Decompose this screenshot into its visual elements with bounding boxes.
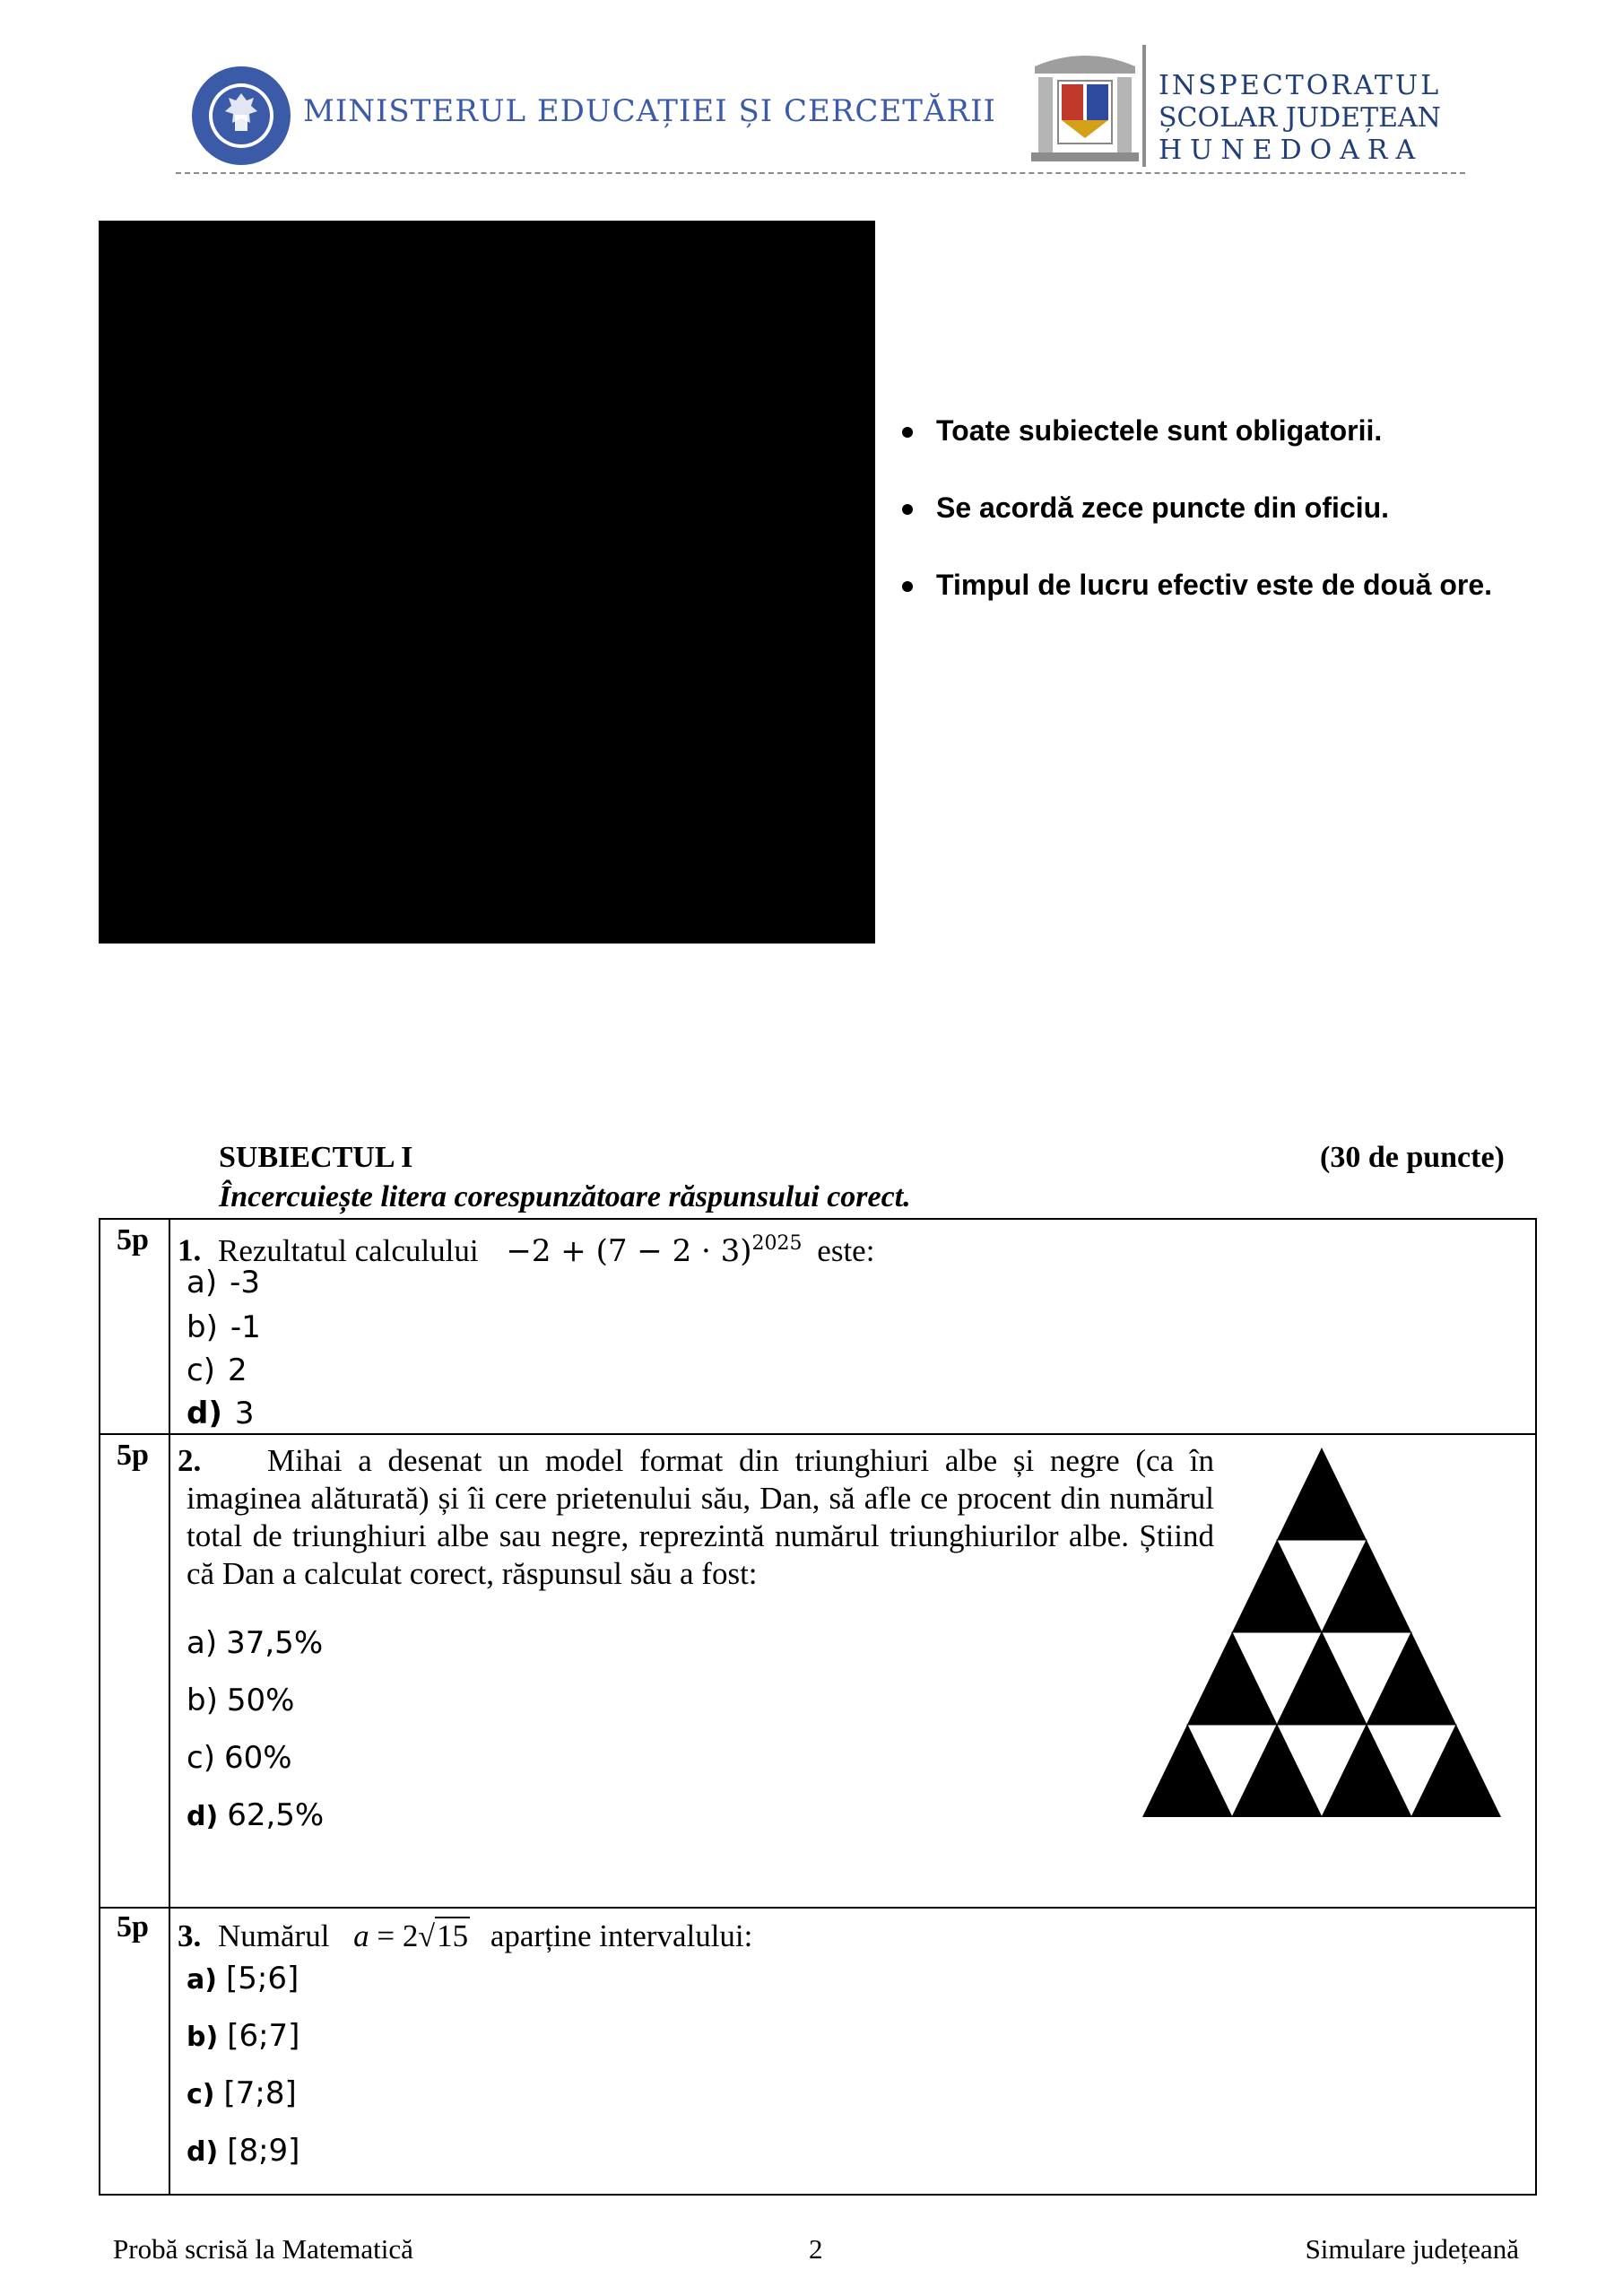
question-1-text: 1. Rezultatul calculului $-2 + (7 - 2 \cdot 3)^{2025}$ este: (178, 1232, 875, 1269)
triangle-pattern-figure (1142, 1448, 1501, 1817)
column-divider (169, 1220, 170, 2194)
instruction-item: Se acordă zece puncte din oficiu. (897, 491, 1492, 569)
exam-instructions (897, 414, 1492, 646)
bullet-icon (902, 427, 913, 438)
questions-table (99, 1218, 1537, 2196)
footer-right: Simulare județeană (1305, 2233, 1519, 2265)
bullet-icon (902, 504, 913, 515)
isj-line-2: ȘCOLAR JUDEȚEAN (1159, 102, 1441, 134)
school-inspectorate-logo-icon (1022, 45, 1148, 167)
question-2-points: 5p (117, 1439, 149, 1472)
school-inspectorate-name (1159, 70, 1441, 167)
instruction-item: Timpul de lucru efectiv este de două ore. (897, 569, 1492, 646)
question-1-option-a[interactable]: a) -3 (187, 1265, 261, 1300)
instruction-item: Toate subiectele sunt obligatorii. (897, 414, 1492, 491)
page-header (0, 0, 1623, 179)
header-divider (176, 172, 1465, 174)
question-2-option-a[interactable]: a) 37,5% (187, 1625, 324, 1661)
question-3-text: 3. Numărul a = 2√15 aparține intervalului: (178, 1918, 753, 1953)
bullet-icon (902, 581, 913, 592)
isj-line-3: HUNEDOARA (1159, 135, 1424, 166)
question-2-option-d[interactable]: d) 62,5% (187, 1797, 325, 1833)
black-triangle (1277, 1448, 1367, 1540)
question-3-option-c[interactable]: c) [7;8] (187, 2075, 297, 2111)
question-3-option-b[interactable]: b) [6;7] (187, 2018, 300, 2054)
footer-page-number: 2 (809, 2233, 823, 2265)
question-2-text: Mihai a desenat un model format din triunghiuri albe și negre (ca în imaginea alăturată) și îi cere prietenului său, Dan, să afle ce procent din numărul total de triunghiuri albe sau negre, reprezintă numărul triunghiurilor albe. Știind că Dan a calculat corect, răspunsul său a fost: (187, 1443, 1214, 1591)
question-1-option-d[interactable]: d) 3 (187, 1396, 255, 1431)
question-1-points: 5p (117, 1223, 149, 1257)
row-divider (100, 1433, 1535, 1435)
sqrt-symbol: √ (418, 1920, 436, 1953)
question-1-option-b[interactable]: b) -1 (187, 1309, 261, 1345)
subject-title: SUBIECTUL I (219, 1141, 413, 1174)
question-3-number: 3. (178, 1918, 202, 1953)
isj-line-1: INSPECTORATUL (1159, 70, 1442, 101)
subject-points: (30 de puncte) (1320, 1141, 1505, 1174)
question-2-option-b[interactable]: b) 50% (187, 1683, 295, 1718)
question-3-points: 5p (117, 1910, 149, 1944)
question-1-option-c[interactable]: c) 2 (187, 1352, 247, 1388)
question-3-option-d[interactable]: d) [8;9] (187, 2133, 300, 2169)
ministry-name: MINISTERUL EDUCAȚIEI ȘI CERCETĂRII (303, 93, 996, 129)
government-seal-icon (190, 65, 292, 167)
question-1-expression: −2 + (7 − 2 · 3) (506, 1232, 752, 1269)
row-divider (100, 1907, 1535, 1909)
question-2-number: 2. (178, 1443, 202, 1478)
question-2-option-c[interactable]: c) 60% (187, 1740, 292, 1776)
question-3-option-a[interactable]: a) [5;6] (187, 1961, 299, 1996)
footer-left: Probă scrisă la Matematică (113, 2233, 413, 2265)
redacted-area (99, 221, 875, 944)
question-1-number: 1. (178, 1232, 202, 1268)
subject-instruction: Încercuiește litera corespunzătoare răspunsului corect. (219, 1180, 911, 1213)
